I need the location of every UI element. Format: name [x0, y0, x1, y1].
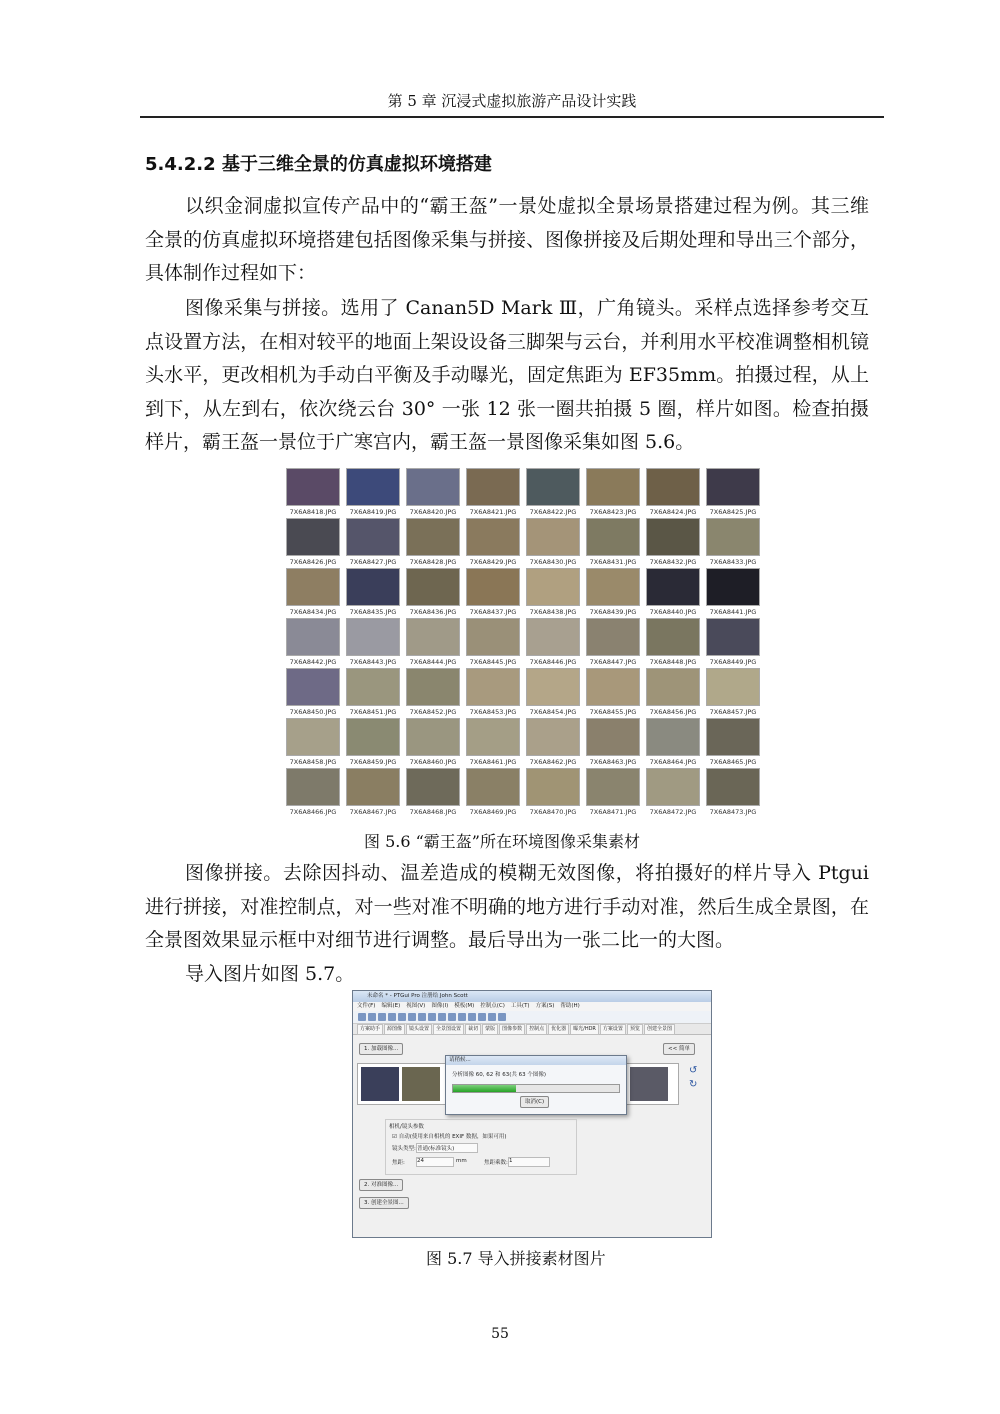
- cave-photo-image: [346, 468, 400, 506]
- photo-thumbnail: [704, 668, 762, 718]
- photo-filename: 7X6A8447.JPG: [589, 658, 637, 666]
- lens-type-select[interactable]: 普通(标准镜头): [416, 1143, 478, 1153]
- photo-thumbnail: [284, 718, 342, 768]
- cave-photo-image: [346, 718, 400, 756]
- photo-thumbnail: [404, 618, 462, 668]
- progress-dialog: [445, 1055, 627, 1115]
- cave-photo-image: [646, 568, 700, 606]
- crop-input[interactable]: 1: [508, 1157, 550, 1167]
- create-panorama-button[interactable]: 3. 创建全景图...: [359, 1197, 409, 1209]
- photo-filename: 7X6A8443.JPG: [349, 658, 397, 666]
- photo-filename: 7X6A8472.JPG: [649, 808, 697, 816]
- menu-item[interactable]: 方案(S): [535, 1003, 555, 1009]
- cave-photo-image: [406, 568, 460, 606]
- cave-photo-image: [586, 618, 640, 656]
- photo-thumbnail: [524, 518, 582, 568]
- photo-filename: 7X6A8455.JPG: [589, 708, 637, 716]
- photo-filename: 7X6A8431.JPG: [589, 558, 637, 566]
- section-heading: 5.4.2.2 基于三维全景的仿真虚拟环境搭建: [145, 154, 492, 175]
- photo-thumbnail: [404, 568, 462, 618]
- cave-photo-image: [406, 618, 460, 656]
- menu-item[interactable]: 帮助(H): [560, 1003, 580, 1009]
- paragraph-import: 导入图片如图 5.7。: [185, 963, 355, 985]
- photo-filename: 7X6A8424.JPG: [649, 508, 697, 516]
- photo-thumbnail: [524, 768, 582, 818]
- photo-filename: 7X6A8473.JPG: [709, 808, 757, 816]
- photo-filename: 7X6A8435.JPG: [349, 608, 397, 616]
- tab[interactable]: 蒙版: [482, 1024, 498, 1035]
- photo-thumbnail: [404, 518, 462, 568]
- menu-item[interactable]: 图像(I): [431, 1003, 449, 1009]
- cave-photo-image: [526, 468, 580, 506]
- cave-photo-image: [526, 668, 580, 706]
- page-number: 55: [491, 1326, 509, 1342]
- photo-filename: 7X6A8422.JPG: [529, 508, 577, 516]
- photo-thumbnail: [284, 618, 342, 668]
- photo-thumbnail: [584, 568, 642, 618]
- rotate-cw-icon[interactable]: ↻: [689, 1079, 698, 1090]
- photo-thumbnail: [464, 568, 522, 618]
- photo-filename: 7X6A8439.JPG: [589, 608, 637, 616]
- cave-photo-image: [346, 568, 400, 606]
- photo-thumbnail: [584, 768, 642, 818]
- strip-image[interactable]: [630, 1067, 668, 1101]
- photo-filename: 7X6A8442.JPG: [289, 658, 337, 666]
- photo-thumbnail: [584, 718, 642, 768]
- photo-filename: 7X6A8466.JPG: [289, 808, 337, 816]
- photo-filename: 7X6A8433.JPG: [709, 558, 757, 566]
- cave-photo-image: [526, 618, 580, 656]
- align-images-button[interactable]: 2. 对准图像...: [359, 1179, 403, 1191]
- photo-thumbnail: [464, 768, 522, 818]
- cave-photo-image: [706, 518, 760, 556]
- photo-filename: 7X6A8421.JPG: [469, 508, 517, 516]
- figure-5-7-ptgui-screenshot: [352, 990, 712, 1238]
- photo-filename: 7X6A8418.JPG: [289, 508, 337, 516]
- photo-thumbnail: [464, 668, 522, 718]
- photo-thumbnail: [644, 668, 702, 718]
- photo-thumbnail: [644, 468, 702, 518]
- control-point-icon[interactable]: [408, 1013, 416, 1021]
- cave-photo-image: [526, 568, 580, 606]
- photo-thumbnail: [584, 668, 642, 718]
- optimize-icon[interactable]: [458, 1013, 466, 1021]
- cave-photo-image: [526, 718, 580, 756]
- tab[interactable]: 预览: [627, 1024, 643, 1035]
- dialog-title: 请稍候...: [446, 1056, 626, 1065]
- cave-photo-image: [586, 718, 640, 756]
- tab[interactable]: 创建全景图: [644, 1024, 675, 1035]
- cave-photo-image: [586, 568, 640, 606]
- grid-icon[interactable]: [468, 1013, 476, 1021]
- settings-icon[interactable]: [498, 1013, 506, 1021]
- photo-thumbnail: [584, 468, 642, 518]
- menu-item[interactable]: 模板(M): [454, 1003, 475, 1009]
- photo-thumbnail: [584, 518, 642, 568]
- photo-filename: 7X6A8427.JPG: [349, 558, 397, 566]
- tab[interactable]: 源图像: [384, 1024, 405, 1035]
- cave-photo-image: [646, 718, 700, 756]
- cave-photo-image: [646, 768, 700, 806]
- progress-fill: [453, 1085, 516, 1092]
- tab[interactable]: 曝光/HDR: [570, 1024, 599, 1035]
- lens-settings-group: [385, 1119, 577, 1175]
- photo-filename: 7X6A8459.JPG: [349, 758, 397, 766]
- photo-filename: 7X6A8432.JPG: [649, 558, 697, 566]
- save-icon[interactable]: [378, 1013, 386, 1021]
- toolbar: [353, 1011, 711, 1024]
- photo-filename: 7X6A8448.JPG: [649, 658, 697, 666]
- photo-filename: 7X6A8445.JPG: [469, 658, 517, 666]
- figure-5-6-caption: 图 5.6 “霸王盔”所在环境图像采集素材: [364, 832, 640, 851]
- photo-thumbnail: [404, 668, 462, 718]
- photo-filename: 7X6A8428.JPG: [409, 558, 457, 566]
- undo-icon[interactable]: [388, 1013, 396, 1021]
- tab[interactable]: 方案助手: [357, 1024, 383, 1035]
- focal-unit: mm: [456, 1158, 467, 1164]
- photo-thumbnail: [524, 468, 582, 518]
- cave-photo-image: [406, 768, 460, 806]
- photo-filename: 7X6A8425.JPG: [709, 508, 757, 516]
- photo-filename: 7X6A8463.JPG: [589, 758, 637, 766]
- photo-thumbnail: [704, 518, 762, 568]
- cave-photo-image: [286, 568, 340, 606]
- header-rule: [140, 116, 884, 118]
- photo-filename: 7X6A8462.JPG: [529, 758, 577, 766]
- photo-filename: 7X6A8426.JPG: [289, 558, 337, 566]
- cave-photo-image: [466, 718, 520, 756]
- photo-filename: 7X6A8457.JPG: [709, 708, 757, 716]
- photo-thumbnail: [644, 518, 702, 568]
- cave-photo-image: [706, 468, 760, 506]
- cave-photo-image: [646, 668, 700, 706]
- photo-filename: 7X6A8465.JPG: [709, 758, 757, 766]
- tab[interactable]: 控制点: [526, 1024, 547, 1035]
- paragraph-intro: 以织金洞虚拟宣传产品中的“霸王盔”一景处虚拟全景场景搭建过程为例。其三维全景的仿真虚拟环境搭建包括图像采集与拼接、图像拼接及后期处理和导出三个部分，具体制作过程如下：: [145, 195, 869, 284]
- photo-filename: 7X6A8452.JPG: [409, 708, 457, 716]
- arrow-left-icon[interactable]: [438, 1013, 446, 1021]
- photo-filename: 7X6A8440.JPG: [649, 608, 697, 616]
- cave-photo-image: [706, 768, 760, 806]
- progress-bar: [452, 1084, 620, 1093]
- photo-filename: 7X6A8468.JPG: [409, 808, 457, 816]
- tab[interactable]: 全景图设置: [433, 1024, 464, 1035]
- paragraph-capture: 图像采集与拼接。选用了 Canan5D Mark Ⅲ，广角镜头。采样点选择参考交互点设置方法，在相对较平的地面上架设设备三脚架与云台，并利用水平校准调整相机镜头水平，更改相机为手动白平衡及手动曝光，固定焦距为 EF35mm。拍摄过程，从上到下，从左到右，依次绕云台 30° 一张 12 张一圈共拍摄 5 圈，样片如图。检查拍摄样片，霸王盔一景位于广寒宫内，霸王盔一景图像采集如图 5.6。: [145, 297, 869, 453]
- cave-photo-image: [526, 518, 580, 556]
- photo-thumbnail: [704, 568, 762, 618]
- cave-photo-image: [286, 518, 340, 556]
- photo-filename: 7X6A8453.JPG: [469, 708, 517, 716]
- photo-thumbnail: [524, 618, 582, 668]
- arrow-right-icon[interactable]: [448, 1013, 456, 1021]
- photo-filename: 7X6A8450.JPG: [289, 708, 337, 716]
- simple-mode-button[interactable]: << 简单: [663, 1043, 695, 1055]
- new-icon[interactable]: [358, 1013, 366, 1021]
- number-icon[interactable]: [488, 1013, 496, 1021]
- zoom-out-icon[interactable]: [428, 1013, 436, 1021]
- figure-5-7-caption: 图 5.7 导入拼接素材图片: [426, 1249, 606, 1268]
- photo-thumbnail: [704, 718, 762, 768]
- photo-filename: 7X6A8446.JPG: [529, 658, 577, 666]
- menu-item[interactable]: 编辑(E): [381, 1003, 401, 1009]
- crop-label: 焦距乘数:: [484, 1160, 508, 1166]
- photo-filename: 7X6A8451.JPG: [349, 708, 397, 716]
- photo-filename: 7X6A8456.JPG: [649, 708, 697, 716]
- photo-filename: 7X6A8438.JPG: [529, 608, 577, 616]
- photo-thumbnail: [704, 618, 762, 668]
- photo-filename: 7X6A8437.JPG: [469, 608, 517, 616]
- tab[interactable]: 裁切: [465, 1024, 481, 1035]
- rotate-ccw-icon[interactable]: ↺: [689, 1065, 698, 1076]
- cave-photo-image: [286, 768, 340, 806]
- photo-filename: 7X6A8467.JPG: [349, 808, 397, 816]
- photo-filename: 7X6A8469.JPG: [469, 808, 517, 816]
- cave-photo-image: [586, 768, 640, 806]
- cave-photo-image: [706, 668, 760, 706]
- photo-thumbnail: [404, 718, 462, 768]
- cave-photo-image: [586, 468, 640, 506]
- dialog-message: 分析图像 60, 62 和 63(共 63 个图像): [452, 1072, 547, 1078]
- photo-thumbnail: [704, 768, 762, 818]
- photo-filename: 7X6A8430.JPG: [529, 558, 577, 566]
- cave-photo-image: [346, 618, 400, 656]
- menu-item[interactable]: 控制点(C): [480, 1003, 505, 1009]
- menu-item[interactable]: 工具(T): [510, 1003, 530, 1009]
- photo-filename: 7X6A8441.JPG: [709, 608, 757, 616]
- photo-filename: 7X6A8423.JPG: [589, 508, 637, 516]
- tab[interactable]: 图像参数: [499, 1024, 525, 1035]
- photo-thumbnail: [284, 518, 342, 568]
- photo-thumbnail: [524, 718, 582, 768]
- cave-photo-image: [286, 718, 340, 756]
- cave-photo-image: [286, 468, 340, 506]
- photo-thumbnail: [644, 568, 702, 618]
- cave-photo-image: [406, 518, 460, 556]
- redo-icon[interactable]: [398, 1013, 406, 1021]
- menu-item[interactable]: 视图(V): [406, 1003, 426, 1009]
- photo-thumbnail: [464, 618, 522, 668]
- photo-filename: 7X6A8436.JPG: [409, 608, 457, 616]
- photo-thumbnail: [344, 668, 402, 718]
- tab[interactable]: 优化器: [548, 1024, 569, 1035]
- photo-filename: 7X6A8419.JPG: [349, 508, 397, 516]
- bulb-icon[interactable]: [478, 1013, 486, 1021]
- cave-photo-image: [466, 468, 520, 506]
- tab[interactable]: 方案设置: [600, 1024, 626, 1035]
- cave-photo-image: [406, 718, 460, 756]
- photo-filename: 7X6A8464.JPG: [649, 758, 697, 766]
- paragraph-stitch: 图像拼接。去除因抖动、温差造成的模糊无效图像，将拍摄好的样片导入 Ptgui 进行拼接，对准控制点，对一些对准不明确的地方进行手动对准，然后生成全景图，在全景图效果显示框中对细节进行调整。最后导出为一张二比一的大图。: [145, 862, 869, 951]
- cave-photo-image: [286, 618, 340, 656]
- photo-thumbnail: [344, 468, 402, 518]
- strip-image[interactable]: [402, 1067, 440, 1101]
- photo-filename: 7X6A8454.JPG: [529, 708, 577, 716]
- photo-thumbnail: [464, 718, 522, 768]
- photo-thumbnail: [344, 718, 402, 768]
- cave-photo-image: [466, 768, 520, 806]
- photo-thumbnail: [344, 618, 402, 668]
- menu-item[interactable]: 文件(F): [357, 1003, 376, 1009]
- photo-filename: 7X6A8444.JPG: [409, 658, 457, 666]
- open-icon[interactable]: [368, 1013, 376, 1021]
- photo-thumbnail: [344, 518, 402, 568]
- cave-photo-image: [406, 468, 460, 506]
- photo-thumbnail: [524, 568, 582, 618]
- tab-bar: [353, 1024, 711, 1035]
- photo-thumbnail: [284, 768, 342, 818]
- photo-thumbnail: [284, 468, 342, 518]
- cave-photo-image: [346, 768, 400, 806]
- photo-thumbnail: [644, 768, 702, 818]
- photo-filename: 7X6A8471.JPG: [589, 808, 637, 816]
- cave-photo-image: [346, 668, 400, 706]
- cave-photo-image: [286, 668, 340, 706]
- photo-thumbnail: [404, 468, 462, 518]
- photo-filename: 7X6A8434.JPG: [289, 608, 337, 616]
- tab[interactable]: 镜头设置: [406, 1024, 432, 1035]
- load-images-button[interactable]: 1. 加载图像...: [359, 1043, 403, 1055]
- zoom-in-icon[interactable]: [418, 1013, 426, 1021]
- cave-photo-image: [346, 518, 400, 556]
- running-header: 第 5 章 沉浸式虚拟旅游产品设计实践: [387, 92, 637, 110]
- lens-type-label: 镜头类型:: [392, 1146, 416, 1152]
- focal-label: 焦距:: [392, 1160, 405, 1166]
- window-title: 未命名 * - PTGui Pro 注册给 John Scott: [353, 991, 711, 1002]
- cave-photo-image: [466, 618, 520, 656]
- lens-group-title: 相机/镜头参数: [389, 1124, 424, 1130]
- photo-thumbnail: [584, 618, 642, 668]
- cave-photo-image: [706, 618, 760, 656]
- photo-thumbnail: [464, 468, 522, 518]
- cave-photo-image: [706, 568, 760, 606]
- photo-thumbnail: [284, 568, 342, 618]
- photo-thumbnail: [524, 668, 582, 718]
- cave-photo-image: [646, 518, 700, 556]
- photo-thumbnail: [704, 468, 762, 518]
- photo-thumbnail: [344, 768, 402, 818]
- photo-filename: 7X6A8461.JPG: [469, 758, 517, 766]
- photo-thumbnail: [284, 668, 342, 718]
- strip-image[interactable]: [361, 1067, 399, 1101]
- photo-thumbnail: [644, 618, 702, 668]
- cave-photo-image: [586, 518, 640, 556]
- cave-photo-image: [646, 468, 700, 506]
- photo-filename: 7X6A8458.JPG: [289, 758, 337, 766]
- photo-filename: 7X6A8449.JPG: [709, 658, 757, 666]
- photo-thumbnail: [344, 568, 402, 618]
- photo-thumbnail: [644, 718, 702, 768]
- exif-checkbox-label: 自动(使用来自相机的 EXIF 数据，如果可用): [398, 1134, 507, 1140]
- cave-photo-image: [646, 618, 700, 656]
- cave-photo-image: [466, 518, 520, 556]
- photo-filename: 7X6A8460.JPG: [409, 758, 457, 766]
- photo-filename: 7X6A8420.JPG: [409, 508, 457, 516]
- photo-thumbnail: [464, 518, 522, 568]
- photo-thumbnail: [404, 768, 462, 818]
- photo-filename: 7X6A8470.JPG: [529, 808, 577, 816]
- cave-photo-image: [406, 668, 460, 706]
- cave-photo-image: [586, 668, 640, 706]
- exif-checkbox[interactable]: ☑ 自动(使用来自相机的 EXIF 数据，如果可用): [392, 1134, 507, 1140]
- menu-bar: [353, 1002, 711, 1011]
- photo-filename: 7X6A8429.JPG: [469, 558, 517, 566]
- cave-photo-image: [526, 768, 580, 806]
- cave-photo-image: [466, 568, 520, 606]
- cave-photo-image: [466, 668, 520, 706]
- cave-photo-image: [706, 718, 760, 756]
- figure-5-6-thumbnail-grid: [284, 468, 762, 818]
- dialog-cancel-button[interactable]: 取消(C): [520, 1096, 549, 1108]
- focal-input[interactable]: 24: [416, 1157, 454, 1167]
